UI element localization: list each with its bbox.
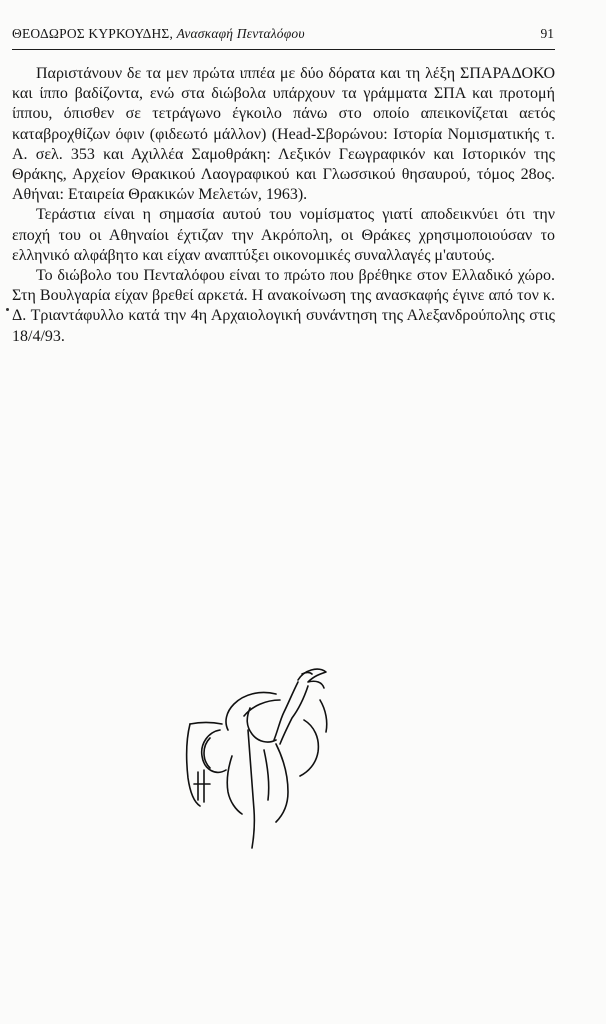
header-title: Ανασκαφή Πενταλόφου	[176, 26, 305, 41]
header-rule	[12, 49, 555, 50]
sketch-leg-stroke	[276, 744, 288, 822]
sketch-neck-stroke-2	[280, 686, 308, 744]
header-author: ΘΕΟΔΩΡΟΣ ΚΥΡΚΟΥΔΗΣ,	[12, 26, 174, 41]
sketch-frame-top	[190, 723, 222, 725]
body-text	[12, 64, 555, 347]
sketch-eye-stroke	[302, 673, 312, 675]
paragraph-2: Τεράστια είναι η σημασία αυτού του νομίσματος γιατί αποδεικνύει ότι την εποχή του οι Αθηναίοι έχτιζαν την Ακρόπολη, οι Θράκες χρησιμοποιούσαν το ελληνικό αλφάβητο και είχαν αναπτύξει οικονομικές συναλλαγές μ'αυτούς.	[12, 206, 555, 264]
coin-sketch-svg	[180, 660, 340, 860]
sketch-right-curve	[300, 720, 318, 776]
sketch-staff-stroke	[248, 730, 254, 848]
stray-ink-mark	[6, 308, 9, 311]
running-header	[12, 26, 554, 48]
sketch-leg-stroke-2	[264, 750, 269, 800]
sketch-wing-stroke	[226, 692, 276, 730]
paragraph-1: Παριστάνουν δε τα μεν πρώτα ιππέα με δύο δόρατα και τη λέξη ΣΠΑΡΑΔΟΚΟ και ίππο βαδίζοντα, ενώ στα διώβολα υπάρχουν τα γράμματα ΣΠΑ και προτομή ίππου, όπισθεν σε τετράγωνο έγκοιλο πάνω στο οποίο απεικονίζεται αετός καταβροχθίζων όφιν (φιδεωτό μάλλον) (Head-Σβορώνου: Ιστορία Νομισματικής τ. Α. σελ. 353 και Αχιλλέα Σαμοθράκη: Λεξικόν Γεωγραφικόν και Ιστορικόν της Θράκης, Αρχείον Θρακικού Λαογραφικού και Γλωσσικού θησαυρού, τόμος 28ος. Αθήναι: Εταιρεία Θρακικών Μελετών, 1963).	[12, 65, 555, 204]
paragraph-3: Το διώβολο του Πενταλόφου είναι το πρώτο που βρέθηκε στον Ελλαδικό χώρο. Στη Βουλγαρία είχαν βρεθεί αρκετά. Η ανακοίνωση της ανασκαφής έγινε από τον κ. Δ. Τριαντάφυλλο κατά την 4η Αρχαιολογική συνάντηση της Αλεξανδρούπολης στις 18/4/93.	[12, 267, 555, 345]
sketch-body-stroke	[247, 708, 276, 742]
sketch-right-curve-2	[320, 700, 327, 732]
sketch-serpent-stroke	[202, 730, 226, 772]
page-number: 91	[540, 26, 554, 41]
sketch-tail-stroke	[227, 756, 242, 814]
coin-sketch-drawing	[180, 660, 340, 860]
sketch-beak-stroke	[298, 669, 326, 688]
header-author-title	[12, 26, 305, 42]
